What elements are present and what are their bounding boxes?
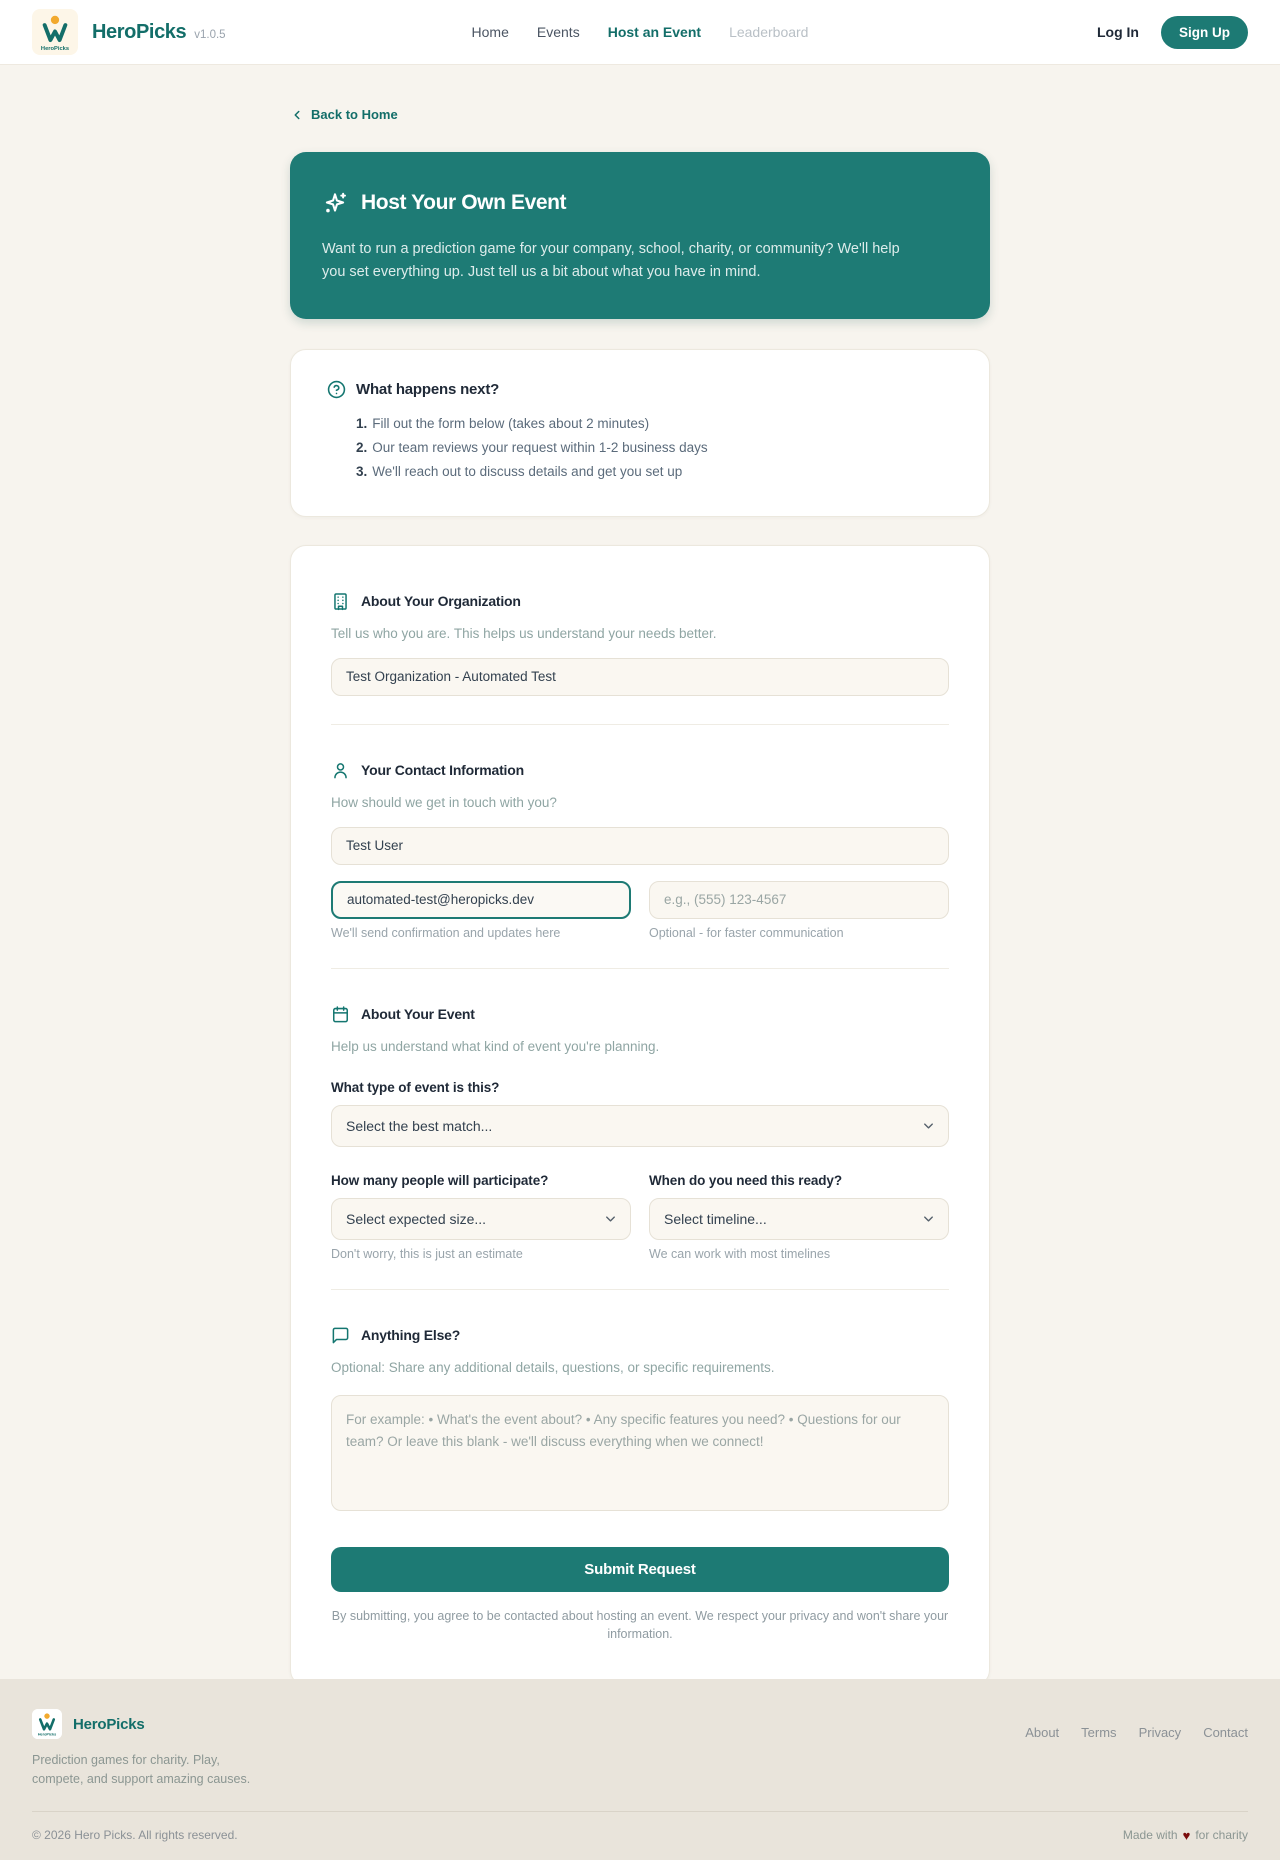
contact-section-title: Your Contact Information [361,762,524,779]
participants-field-group [331,1173,631,1261]
svg-text:HeroPicks: HeroPicks [40,45,70,52]
signup-button[interactable]: Sign Up [1161,16,1248,49]
heart-icon: ♥ [1182,1827,1191,1843]
chevron-down-icon [921,1118,936,1133]
nav-item-home[interactable]: Home [471,24,509,40]
heropicks-logo-icon [32,1709,62,1739]
section-divider [331,724,949,725]
made-with-charity-text: Made with ♥ for charity [1122,1827,1248,1843]
organization-name-input[interactable] [331,658,949,696]
nav-item-leaderboard[interactable]: Leaderboard [729,24,809,40]
calendar-icon [331,1005,350,1024]
contact-section-subtitle: How should we get in touch with you? [331,794,557,810]
footer-tagline: Prediction games for charity. Play, compete, and support amazing causes. [32,1753,251,1786]
contact-name-input[interactable] [331,827,949,865]
chevron-down-icon [921,1211,936,1226]
auth-actions [1097,16,1248,49]
participants-select[interactable]: Select expected size... [331,1198,631,1240]
sparkles-icon [322,190,348,216]
participants-label: How many people will participate? [331,1172,549,1188]
footer-brand-block [32,1709,272,1789]
footer-link-privacy[interactable]: Privacy [1138,1725,1182,1740]
help-circle-icon [327,380,346,399]
host-event-form-card [290,545,990,1686]
svg-text:HeroPicks: HeroPicks [37,1732,57,1737]
nav-item-events[interactable]: Events [536,24,580,40]
email-field-group [331,881,631,940]
timeline-helper-text: We can work with most timelines [649,1246,831,1261]
top-navigation-bar [0,0,1280,65]
copyright-text: © 2026 Hero Picks. All rights reserved. [32,1828,238,1842]
footer-link-terms[interactable]: Terms [1081,1725,1117,1740]
steps-list [327,412,953,484]
hero-banner [290,152,990,319]
section-divider [331,1289,949,1290]
brand-version: v1.0.5 [194,28,226,41]
user-icon [331,761,350,780]
footer-links [1025,1725,1248,1740]
footer-link-about[interactable]: About [1025,1725,1060,1740]
step-item: 1. Fill out the form below (takes about 2 minutes) [356,415,650,431]
steps-card-title: What happens next? [356,380,500,398]
event-section-subtitle: Help us understand what kind of event you're planning. [331,1038,660,1054]
what-happens-next-card [290,349,990,517]
anything-else-subtitle: Optional: Share any additional details, questions, or specific requirements. [331,1359,775,1375]
phone-helper-text: Optional - for faster communication [649,925,844,940]
phone-field-group [649,881,949,940]
step-item: 3. We'll reach out to discuss details and get you set up [356,463,683,479]
hero-description: Want to run a prediction game for your company, school, charity, or community? We'll help you set everything up. Just tell us a bit about what you have in mind. [322,241,900,281]
timeline-label: When do you need this ready? [649,1172,842,1188]
brand-name: HeroPicks [92,20,187,43]
timeline-select[interactable]: Select timeline... [649,1198,949,1240]
additional-details-textarea[interactable] [331,1395,949,1511]
anything-else-section-title: Anything Else? [361,1327,461,1344]
chevron-left-icon [290,108,304,122]
event-type-label: What type of event is this? [331,1079,500,1095]
back-to-home-link[interactable] [290,107,398,122]
page-footer [0,1679,1280,1860]
message-square-icon [331,1326,350,1345]
organization-section-title: About Your Organization [361,593,521,610]
participants-helper-text: Don't worry, this is just an estimate [331,1246,523,1261]
organization-section-subtitle: Tell us who you are. This helps us understand your needs better. [331,625,717,641]
brand[interactable] [32,9,226,55]
back-to-home-label: Back to Home [311,107,398,122]
email-input[interactable] [331,881,631,919]
event-type-select[interactable]: Select the best match... [331,1105,949,1147]
email-helper-text: We'll send confirmation and updates here [331,925,561,940]
main-content [290,65,990,1686]
nav-item-host-an-event[interactable]: Host an Event [607,24,702,40]
building-icon [331,592,350,611]
login-button[interactable]: Log In [1097,24,1139,40]
hero-title: Host Your Own Event [361,191,567,214]
footer-brand-name: HeroPicks [73,1715,145,1733]
event-section-title: About Your Event [361,1006,475,1023]
timeline-field-group [649,1173,949,1261]
heropicks-logo-icon [32,9,78,55]
section-divider [331,968,949,969]
submit-disclaimer: By submitting, you agree to be contacted about hosting an event. We respect your privacy and won't share your information. [331,1608,949,1642]
chevron-down-icon [603,1211,618,1226]
footer-link-contact[interactable]: Contact [1203,1725,1248,1740]
submit-request-button[interactable]: Submit Request [331,1547,949,1592]
step-item: 2. Our team reviews your request within 1-2 business days [356,439,708,455]
phone-input[interactable] [649,881,949,919]
main-nav [472,24,809,40]
